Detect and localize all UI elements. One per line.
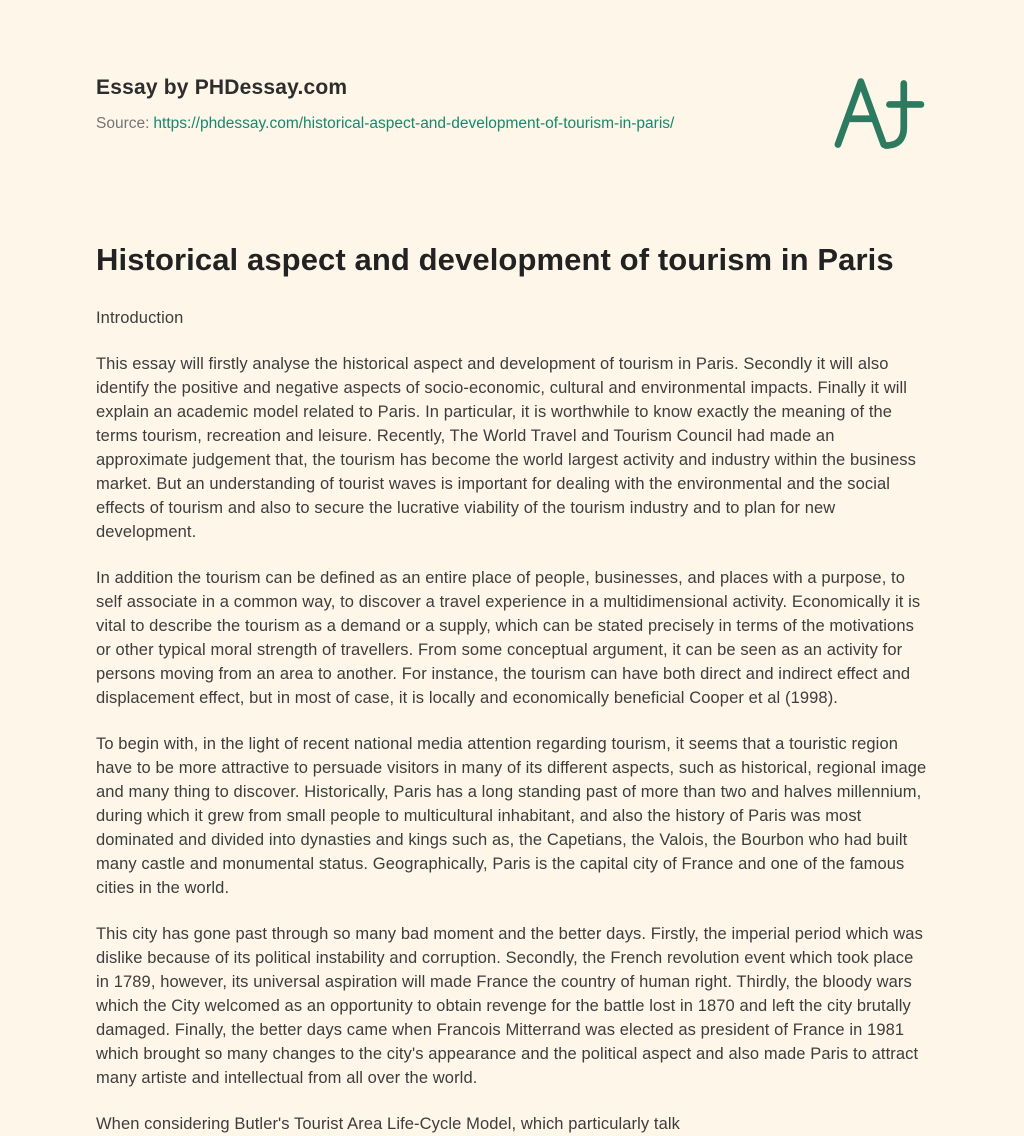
paragraph-4: This city has gone past through so many bad moment and the better days. Firstly, the imperial period which was dislike because of its political instability and corruption. Secondly, the French revolution event which took place in 1789, however, its universal aspiration will made France the country of human right. Thirdly, the bloody wars which the City welcomed as an opportunity to obtain revenge for the battle lost in 1870 and left the city brutally damaged. Finally, the better days came when Francois Mitterrand was elected as president of France in 1981 which brought so many changes to the city's appearance and the political aspect and also made Paris to attract many artiste and intellectual from all over the world. xyxy=(96,925,923,1087)
source-link[interactable]: https://phdessay.com/historical-aspect-and-development-of-tourism-in-paris/ xyxy=(153,115,675,132)
byline: Essay by PHDessay.com xyxy=(96,76,348,99)
paragraph-1: This essay will firstly analyse the historical aspect and development of tourism in Paris. Secondly it will also identify the positive and negative aspects of socio-economic, cultural and environmental impacts. Finally it will explain an academic model related to Paris. In particular, it is worthwhile to know exactly the meaning of the terms tourism, recreation and leisure. Recently, The World Travel and Tourism Council had made an approximate judgement that, the tourism has become the world largest activity and industry within the business market. But an understanding of tourist waves is important for dealing with the environmental and the social effects of tourism and also to secure the lucrative viability of the tourism industry and to plan for new development. xyxy=(96,355,916,541)
header-text-block xyxy=(96,76,674,133)
source-line xyxy=(96,115,674,133)
paragraph-introduction: Introduction xyxy=(96,309,184,327)
phdessay-a-plus-logo-icon xyxy=(828,72,928,156)
paragraph-3: To begin with, in the light of recent national media attention regarding tourism, it seems that a touristic region have to be more attractive to persuade visitors in many of its different aspects, such as historical, regional image and many thing to discover. Historically, Paris has a long standing past of more than two and halves millennium, during which it grew from small people to multicultural inhabitant, and also the history of Paris was most dominated and divided into dynasties and kings such as, the Capetians, the Valois, the Bourbon who had built many castle and monumental status. Geographically, Paris is the capital city of France and one of the famous cities in the world. xyxy=(96,735,927,897)
essay-title: Historical aspect and development of tourism in Paris xyxy=(96,242,894,277)
essay-content xyxy=(96,240,928,1136)
source-label: Source: xyxy=(96,115,150,132)
paragraph-5-truncated: When considering Butler's Tourist Area Life-Cycle Model, which particularly talk xyxy=(96,1115,681,1133)
essay-body xyxy=(96,306,928,1136)
header xyxy=(96,76,928,156)
paragraph-2: In addition the tourism can be defined as an entire place of people, businesses, and places with a purpose, to self associate in a common way, to discover a travel experience in a multidimensional activity. Economically it is vital to describe the tourism as a demand or a supply, which can be stated precisely in terms of the motivations or other typical moral strength of travellers. From some conceptual argument, it can be seen as an activity for persons moving from an area to another. For instance, the tourism can have both direct and indirect effect and displacement effect, but in most of case, it is locally and economically beneficial Cooper et al (1998). xyxy=(96,569,921,707)
